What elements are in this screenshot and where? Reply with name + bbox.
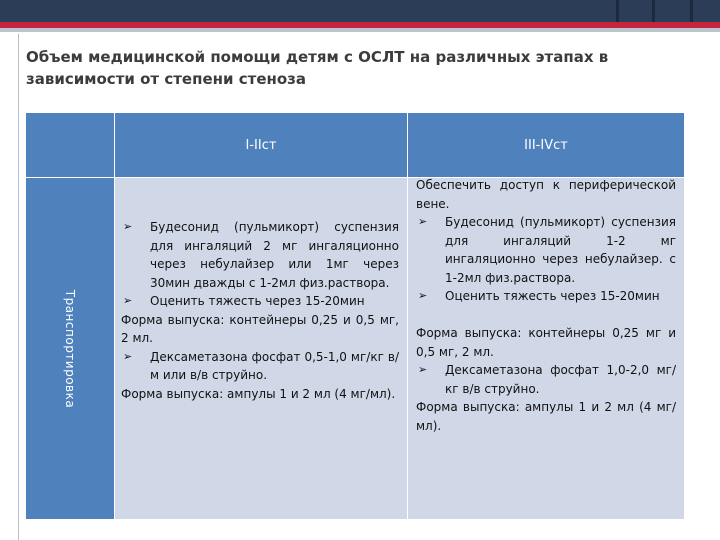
- bullet-item: [416, 361, 676, 398]
- arrow-bullet-icon: ➢: [123, 294, 133, 307]
- row-header-transport: Транспортировка: [63, 289, 77, 408]
- banner-divider: [690, 0, 693, 22]
- bullet-text: Оценить тяжесть через 15-20мин: [150, 294, 365, 308]
- column-header-1-2: I-IIст: [115, 113, 408, 178]
- text-item: Форма выпуска: ампулы 1 и 2 мл (4 мг/мл).: [416, 400, 676, 433]
- banner-divider: [616, 0, 619, 22]
- arrow-bullet-icon: ➢: [418, 215, 428, 228]
- treatment-table: [25, 112, 685, 520]
- bullet-item: [416, 213, 676, 287]
- header-corner: [26, 113, 115, 178]
- bullet-item: [416, 287, 676, 306]
- bullet-item: [121, 292, 399, 311]
- arrow-bullet-icon: ➢: [123, 220, 133, 233]
- bullet-text: Дексаметазона фосфат 1,0-2,0 мг/кг в/в струйно.: [445, 363, 676, 396]
- slide-title: Объем медицинской помощи детям с ОСЛТ на различных этапах в зависимости от степени стеноза: [26, 48, 609, 88]
- bullet-text: Будесонид (пульмикорт) суспензия для ингаляций 2 мг ингаляционно через небулайзер или 1мг через 30мин дважды с 1-2мл физ.раствора.: [150, 220, 399, 290]
- bullet-text: Дексаметазона фосфат 0,5-1,0 мг/кг в/м или в/в струйно.: [150, 349, 399, 382]
- column-header-3-4: III-IVст: [408, 113, 685, 178]
- row-header-cell: [26, 178, 115, 520]
- cell-stage-3-4: [408, 178, 685, 520]
- grey-stripe: [0, 28, 720, 32]
- bullet-item: [121, 348, 399, 385]
- arrow-bullet-icon: ➢: [123, 349, 133, 363]
- text-item: Форма выпуска: контейнеры 0,25 мг и 0,5 мг, 2 мл.: [416, 326, 676, 359]
- arrow-bullet-icon: ➢: [418, 289, 428, 302]
- text-item: Обеспечить доступ к периферической вене.: [416, 178, 676, 211]
- top-banner: [0, 0, 720, 22]
- bullet-text: Будесонид (пульмикорт) суспензия для ингаляций 1-2 мг ингаляционно через небулайзер. с 1-2мл физ.раствора.: [445, 215, 676, 285]
- cell-content-right: [416, 176, 676, 435]
- arrow-bullet-icon: ➢: [418, 363, 428, 376]
- bullet-item: [121, 218, 399, 292]
- bullet-text: Оценить тяжесть через 15-20мин: [445, 289, 660, 303]
- text-item: Форма выпуска: контейнеры 0,25 и 0,5 мг, 2 мл.: [121, 312, 399, 345]
- cell-stage-1-2: [115, 178, 408, 520]
- spacer: [416, 306, 676, 325]
- banner-divider: [652, 0, 655, 22]
- text-item: Форма выпуска: ампулы 1 и 2 мл (4 мг/мл).: [121, 386, 396, 401]
- left-margin-rule: [18, 34, 19, 540]
- cell-content-left: [121, 218, 399, 403]
